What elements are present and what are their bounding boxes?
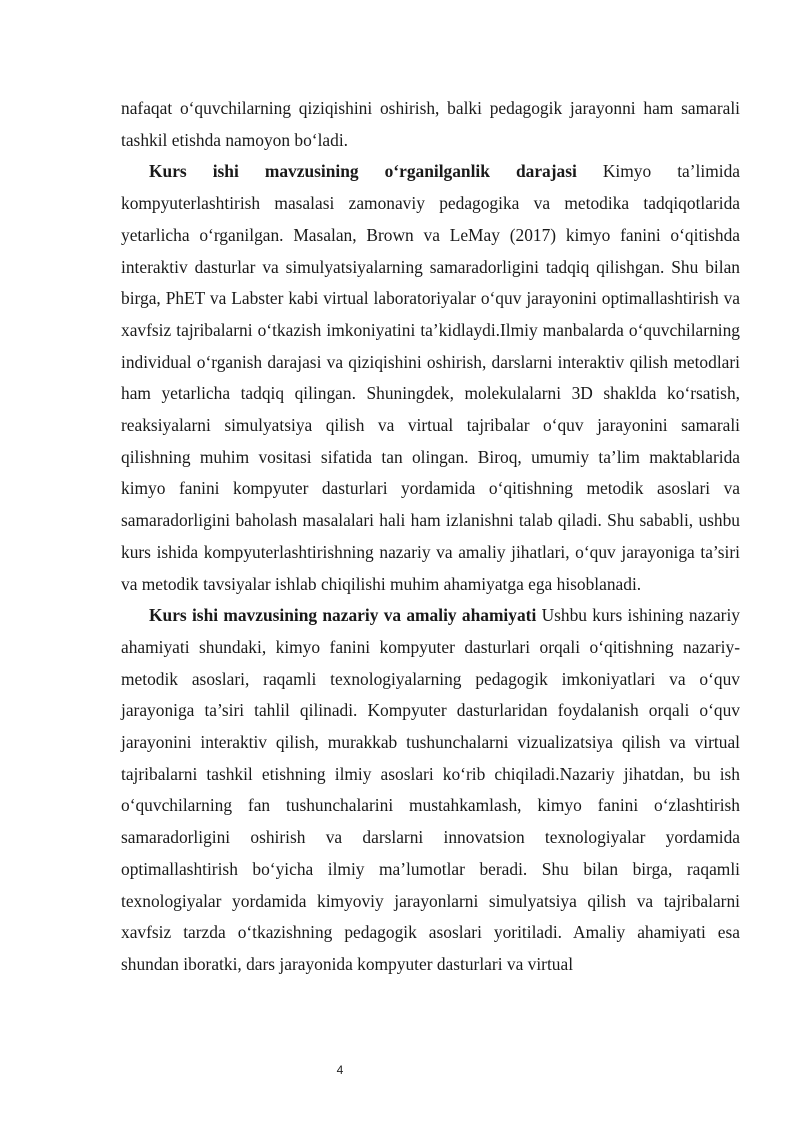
paragraph-significance <box>121 600 740 980</box>
body-text <box>121 93 740 981</box>
section-heading-study-level: Kurs ishi mavzusining o‘rganilganlik darajasi <box>149 161 577 182</box>
paragraph-intro-continuation <box>121 93 740 156</box>
page-number: 4 <box>336 1063 344 1077</box>
paragraph-text: Kimyo ta’limida kompyuterlashtirish masalasi zamonaviy pedagogika va metodika tadqiqotlarida yetarlicha o‘rganilgan. Masalan, Brown va LeMay (2017) kimyo fanini o‘qitishda interaktiv dasturlar va simulyatsiyalarning samaradorligini tadqiq qilishgan. Shu bilan birga, PhET va Labster kabi virtual laboratoriyalar o‘quv jarayonini optimallashtirish va xavfsiz tajribalarni o‘tkazish imkoniyatini ta’kidlaydi.Ilmiy manbalarda o‘quvchilarning individual o‘rganish darajasi va qiziqishini oshirish, darslarni interaktiv qilish metodlari ham yetarlicha tadqiq qilingan. Shuningdek, molekulalarni 3D shaklda ko‘rsatish, reaksiyalarni simulyatsiya qilish va virtual tajribalar o‘quv jarayonini samarali qilishning muhim vositasi sifatida tan olingan. Biroq, umumiy ta’lim maktablarida kimyo fanini kompyuter dasturlari yordamida o‘qitishning metodik asoslari va samaradorligini baholash masalalari hali ham izlanishni talab qiladi. Shu sababli, ushbu kurs ishida kompyuterlashtirishning nazariy va amaliy jihatlari, o‘quv jarayoniga ta’siri va metodik tavsiyalar ishlab chiqilishi muhim ahamiyatga ega hisoblanadi. <box>121 161 740 594</box>
paragraph-text: nafaqat o‘quvchilarning qiziqishini oshirish, balki pedagogik jarayonni ham samarali tashkil etishda namoyon bo‘ladi. <box>121 98 740 150</box>
paragraph-text: Ushbu kurs ishining nazariy ahamiyati shundaki, kimyo fanini kompyuter dasturlari orqali o‘qitishning nazariy-metodik asoslari, raqamli texnologiyalarning pedagogik imkoniyatlari va o‘quv jarayoniga ta’siri tahlil qilinadi. Kompyuter dasturlaridan foydalanish orqali o‘quv jarayonini interaktiv qilish, murakkab tushunchalarni vizualizatsiya qilish va virtual tajribalarni tashkil etishning ilmiy asoslari ko‘rib chiqiladi.Nazariy jihatdan, bu ish o‘quvchilarning fan tushunchalarini mustahkamlash, kimyo fanini o‘zlashtirish samaradorligini oshirish va darslarni innovatsion texnologiyalar yordamida optimallashtirish bo‘yicha ilmiy ma’lumotlar beradi. Shu bilan birga, raqamli texnologiyalar yordamida kimyoviy jarayonlarni simulyatsiya qilish va tajribalarni xavfsiz tarzda o‘tkazishning pedagogik asoslari yoritiladi. Amaliy ahamiyati esa shundan iboratki, dars jarayonida kompyuter dasturlari va virtual <box>121 605 740 974</box>
section-heading-significance: Kurs ishi mavzusining nazariy va amaliy ahamiyati <box>149 605 537 626</box>
paragraph-study-level <box>121 156 740 600</box>
